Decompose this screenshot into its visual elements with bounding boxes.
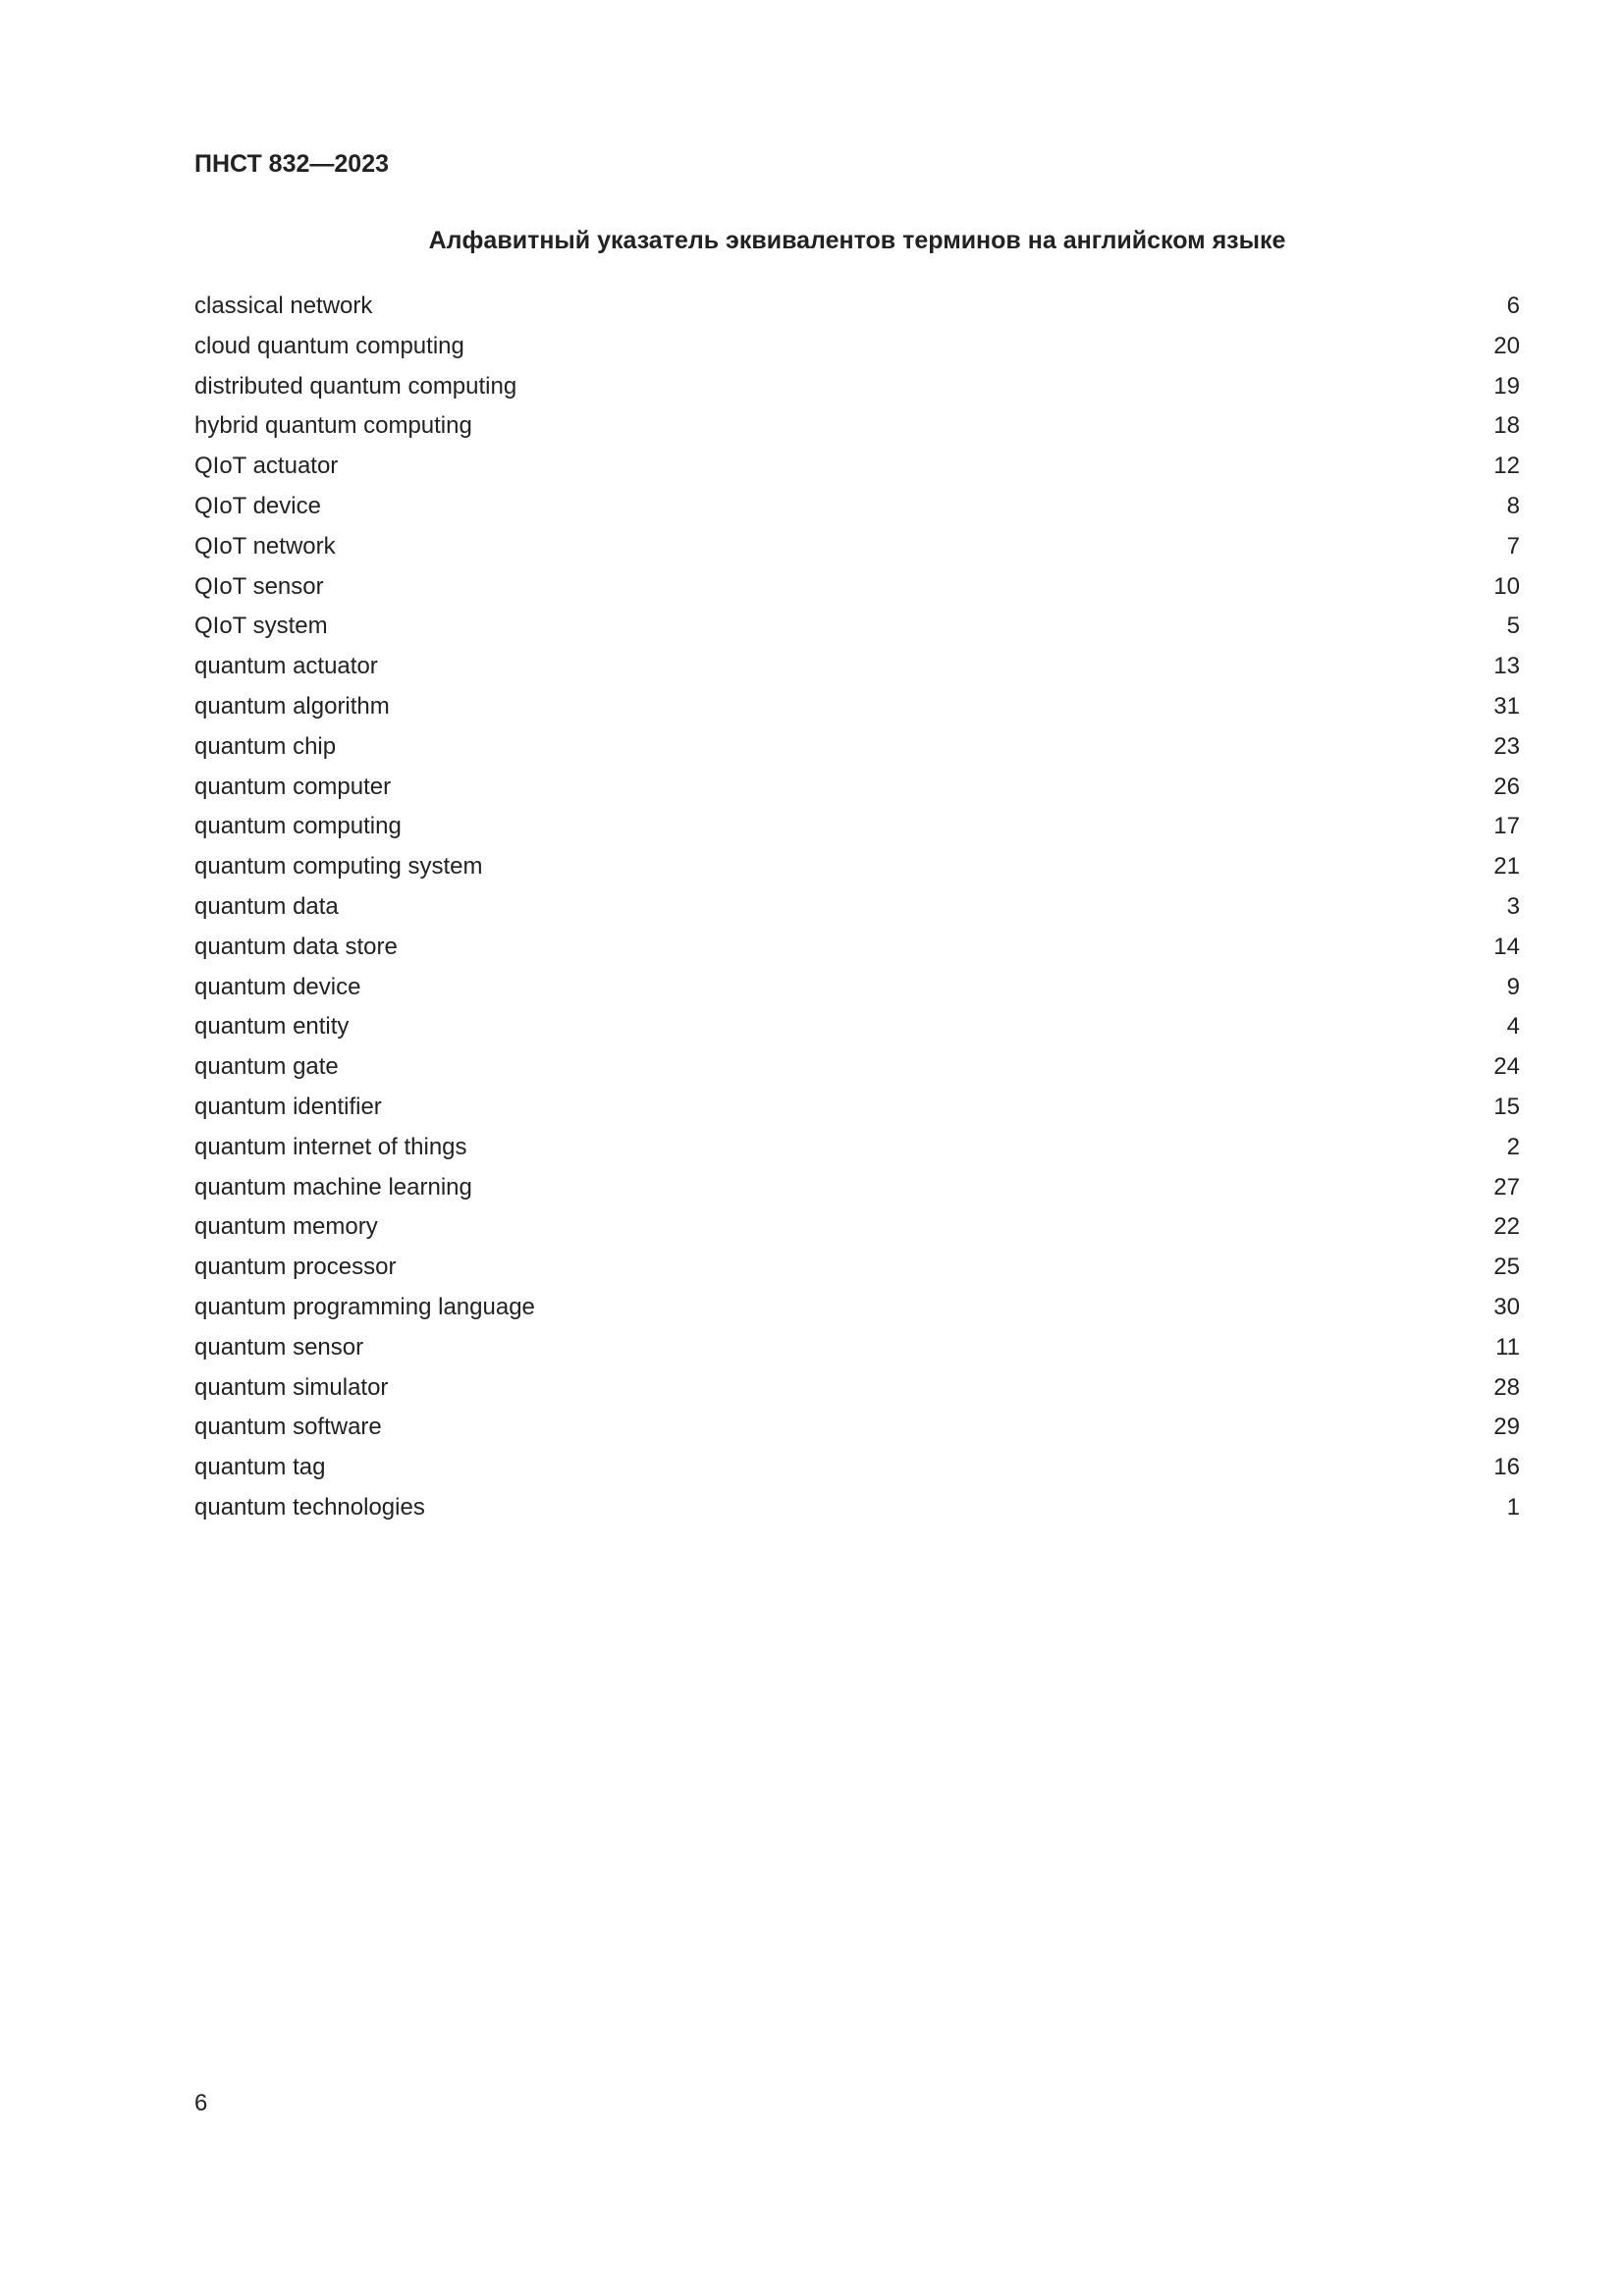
index-entry (194, 1133, 1520, 1173)
index-entry (194, 1293, 1520, 1333)
entry-number: 8 (1506, 492, 1520, 519)
entry-number: 26 (1493, 773, 1520, 800)
entry-term: quantum actuator (194, 653, 378, 680)
entry-number: 20 (1493, 332, 1520, 359)
index-entry (194, 411, 1520, 452)
entry-term: quantum tag (194, 1454, 326, 1481)
entry-term: quantum machine learning (194, 1173, 472, 1201)
entry-term: quantum gate (194, 1053, 339, 1081)
entry-term: quantum computing system (194, 853, 483, 881)
entry-number: 28 (1493, 1373, 1520, 1401)
index-entry (194, 812, 1520, 852)
index-entry (194, 973, 1520, 1013)
entry-term: QIoT network (194, 532, 336, 560)
index-entry (194, 572, 1520, 613)
entry-number: 19 (1493, 372, 1520, 400)
entry-term: quantum sensor (194, 1333, 364, 1361)
entry-term: quantum simulator (194, 1373, 389, 1401)
index-entry (194, 773, 1520, 813)
entry-number: 15 (1493, 1093, 1520, 1120)
entry-term: quantum data (194, 892, 339, 920)
entry-number: 5 (1506, 613, 1520, 640)
entry-number: 9 (1506, 973, 1520, 1000)
entry-term: quantum device (194, 973, 361, 1000)
entry-term: quantum internet of things (194, 1133, 467, 1160)
entry-number: 22 (1493, 1213, 1520, 1241)
index-entry (194, 292, 1520, 332)
entry-number: 6 (1506, 293, 1520, 319)
entry-term: quantum software (194, 1414, 382, 1441)
index-entry (194, 1373, 1520, 1414)
entry-number: 29 (1493, 1414, 1520, 1441)
entry-term: cloud quantum computing (194, 332, 464, 359)
entry-term: quantum identifier (194, 1093, 382, 1120)
index-entry (194, 1413, 1520, 1453)
entry-term: quantum technologies (194, 1493, 425, 1521)
entry-number: 3 (1506, 892, 1520, 920)
index-entry (194, 1173, 1520, 1213)
index-title: Алфавитный указатель эквивалентов терминов на английском языке (428, 227, 1286, 254)
entry-number: 31 (1493, 692, 1520, 720)
entry-term: quantum computer (194, 773, 392, 800)
entry-number: 10 (1493, 572, 1520, 600)
entry-term: quantum programming language (194, 1293, 535, 1320)
entry-term: quantum algorithm (194, 692, 390, 720)
entry-number: 18 (1493, 412, 1520, 440)
index-entry (194, 892, 1520, 933)
index-entry (194, 732, 1520, 773)
index-entry (194, 372, 1520, 412)
entry-term: QIoT sensor (194, 572, 324, 600)
entry-number: 21 (1493, 853, 1520, 881)
entry-number: 2 (1506, 1133, 1520, 1160)
entry-term: quantum entity (194, 1013, 350, 1041)
entry-term: quantum computing (194, 813, 402, 840)
entry-number: 4 (1506, 1013, 1520, 1041)
entry-term: hybrid quantum computing (194, 412, 472, 440)
entry-number: 11 (1495, 1333, 1520, 1361)
index-entry (194, 652, 1520, 692)
entry-term: quantum data store (194, 933, 398, 960)
index-entry (194, 532, 1520, 572)
entry-number: 16 (1493, 1454, 1520, 1481)
entry-term: distributed quantum computing (194, 372, 517, 400)
entry-term: QIoT device (194, 492, 321, 519)
index-entry (194, 692, 1520, 732)
entry-number: 12 (1493, 453, 1520, 480)
entry-term: quantum chip (194, 732, 337, 760)
entry-number: 17 (1493, 813, 1520, 840)
index-list (194, 292, 1520, 1533)
index-entry (194, 332, 1520, 372)
document-code: ПНСТ 832—2023 (194, 150, 389, 178)
index-entry (194, 1253, 1520, 1293)
entry-number: 25 (1493, 1254, 1520, 1281)
index-entry (194, 1093, 1520, 1133)
index-entry (194, 1052, 1520, 1093)
entry-number: 7 (1506, 532, 1520, 560)
entry-term: QIoT system (194, 613, 328, 640)
index-entry (194, 1493, 1520, 1533)
entry-number: 23 (1493, 732, 1520, 760)
entry-number: 1 (1506, 1493, 1520, 1521)
entry-term: quantum memory (194, 1213, 378, 1241)
index-entry (194, 852, 1520, 892)
entry-term: QIoT actuator (194, 453, 339, 480)
entry-number: 14 (1493, 933, 1520, 960)
index-entry (194, 933, 1520, 973)
entry-term: quantum processor (194, 1254, 397, 1281)
entry-number: 24 (1493, 1053, 1520, 1081)
entry-number: 30 (1493, 1293, 1520, 1320)
entry-term: classical network (194, 293, 373, 319)
index-entry (194, 492, 1520, 532)
index-entry (194, 612, 1520, 652)
index-entry (194, 1333, 1520, 1373)
index-entry (194, 452, 1520, 492)
index-entry (194, 1012, 1520, 1052)
index-entry (194, 1453, 1520, 1493)
page-number: 6 (194, 2090, 208, 2116)
index-entry (194, 1212, 1520, 1253)
entry-number: 27 (1493, 1173, 1520, 1201)
entry-number: 13 (1493, 653, 1520, 680)
